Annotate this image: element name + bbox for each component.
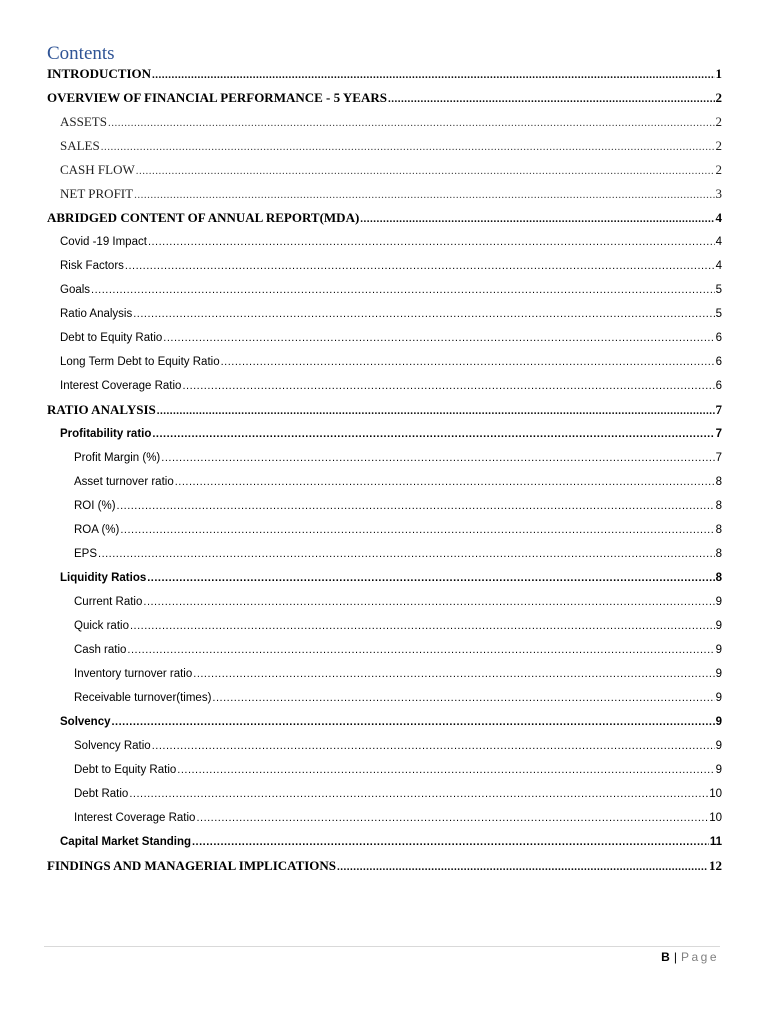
toc-dot-leader bbox=[337, 855, 708, 879]
toc-page-number: 8 bbox=[715, 500, 722, 512]
toc-entry[interactable] bbox=[0, 278, 768, 302]
toc-page-number: 8 bbox=[715, 476, 722, 488]
toc-page-number: 9 bbox=[715, 716, 722, 728]
toc-dot-leader bbox=[152, 422, 714, 446]
toc-entry[interactable] bbox=[0, 422, 768, 446]
toc-page-number: 11 bbox=[709, 836, 722, 848]
toc-entry[interactable] bbox=[0, 758, 768, 782]
toc-page-number: 12 bbox=[709, 858, 722, 873]
toc-entry[interactable] bbox=[0, 518, 768, 542]
toc-page-number: 9 bbox=[715, 644, 722, 656]
toc-page-number: 2 bbox=[715, 114, 722, 129]
toc-dot-leader bbox=[192, 830, 709, 854]
toc-entry-title: Current Ratio bbox=[74, 596, 143, 608]
toc-dot-leader bbox=[196, 806, 708, 830]
toc-dot-leader bbox=[101, 135, 715, 159]
toc-page-number: 7 bbox=[715, 402, 722, 417]
toc-page-number: 10 bbox=[709, 812, 722, 824]
toc-page-number: 2 bbox=[715, 162, 722, 177]
toc-page-number: 7 bbox=[715, 452, 722, 464]
toc-dot-leader bbox=[129, 782, 708, 806]
toc-dot-leader bbox=[152, 63, 714, 87]
toc-entry[interactable] bbox=[0, 182, 768, 206]
toc-entry-title: Solvency Ratio bbox=[74, 740, 151, 752]
toc-entry-title: Quick ratio bbox=[74, 620, 129, 632]
toc-page-number: 8 bbox=[715, 548, 722, 560]
toc-dot-leader bbox=[91, 278, 715, 302]
toc-entry[interactable] bbox=[0, 590, 768, 614]
toc-entry-title: ABRIDGED CONTENT OF ANNUAL REPORT(MDA) bbox=[47, 210, 360, 225]
toc-page-number: 9 bbox=[715, 692, 722, 704]
footer-page-word: Page bbox=[680, 950, 719, 964]
toc-entry-title: INTRODUCTION bbox=[47, 66, 152, 81]
toc-page-number: 4 bbox=[715, 260, 722, 272]
toc-page-number: 9 bbox=[715, 668, 722, 680]
toc-entry[interactable] bbox=[0, 782, 768, 806]
toc-dot-leader bbox=[130, 614, 715, 638]
toc-entry[interactable] bbox=[0, 134, 768, 158]
toc-page-number: 3 bbox=[715, 186, 722, 201]
toc-entry-title: Debt to Equity Ratio bbox=[60, 332, 163, 344]
toc-page-number: 2 bbox=[715, 90, 722, 105]
toc-entry-title: Asset turnover ratio bbox=[74, 476, 174, 488]
toc-dot-leader bbox=[127, 638, 714, 662]
toc-dot-leader bbox=[120, 518, 714, 542]
toc-page-number: 9 bbox=[715, 596, 722, 608]
toc-entry-title: SALES bbox=[60, 138, 100, 153]
footer-page-number: B bbox=[661, 950, 670, 964]
toc-entry[interactable] bbox=[0, 566, 768, 590]
toc-entry-title: OVERVIEW OF FINANCIAL PERFORMANCE - 5 YEARS bbox=[47, 90, 387, 105]
toc-entry[interactable] bbox=[0, 62, 768, 86]
toc-dot-leader bbox=[221, 350, 715, 374]
toc-dot-leader bbox=[125, 254, 715, 278]
toc-entry[interactable] bbox=[0, 854, 768, 878]
toc-dot-leader bbox=[388, 87, 715, 111]
toc-entry-title: Risk Factors bbox=[60, 260, 124, 272]
toc-entry[interactable] bbox=[0, 638, 768, 662]
toc-page-number: 2 bbox=[715, 138, 722, 153]
toc-page-number: 6 bbox=[715, 332, 722, 344]
toc-dot-leader bbox=[117, 494, 715, 518]
toc-entry-title: Goals bbox=[60, 284, 91, 296]
toc-entry-title: ASSETS bbox=[60, 114, 107, 129]
toc-dot-leader bbox=[147, 566, 714, 590]
toc-entry-title: CASH FLOW bbox=[60, 162, 135, 177]
toc-entry[interactable] bbox=[0, 446, 768, 470]
toc-entry[interactable] bbox=[0, 614, 768, 638]
toc-page-number: 10 bbox=[709, 788, 722, 800]
toc-dot-leader bbox=[152, 734, 715, 758]
toc-entry-title: ROI (%) bbox=[74, 500, 116, 512]
toc-page-number: 6 bbox=[715, 380, 722, 392]
toc-entry[interactable] bbox=[0, 254, 768, 278]
toc-entry[interactable] bbox=[0, 686, 768, 710]
toc-dot-leader bbox=[161, 446, 714, 470]
toc-entry-title: NET PROFIT bbox=[60, 186, 134, 201]
toc-dot-leader bbox=[163, 326, 714, 350]
toc-dot-leader bbox=[112, 710, 715, 734]
toc-page-number: 5 bbox=[715, 308, 722, 320]
toc-entry-title: Cash ratio bbox=[74, 644, 127, 656]
toc-entry-title: Debt Ratio bbox=[74, 788, 129, 800]
toc-page-number: 4 bbox=[715, 210, 722, 225]
footer-separator: | bbox=[673, 950, 677, 964]
toc-page-number: 7 bbox=[715, 428, 722, 440]
toc-page-number: 9 bbox=[715, 620, 722, 632]
toc-entry-title: Interest Coverage Ratio bbox=[74, 812, 196, 824]
toc-dot-leader bbox=[177, 758, 714, 782]
toc-dot-leader bbox=[148, 230, 715, 254]
toc-entry[interactable] bbox=[0, 350, 768, 374]
toc-page-number: 9 bbox=[715, 764, 722, 776]
toc-entry-title: Interest Coverage Ratio bbox=[60, 380, 182, 392]
toc-entry[interactable] bbox=[0, 734, 768, 758]
toc-entry-title: Liquidity Ratios bbox=[60, 572, 147, 584]
toc-entry-title: ROA (%) bbox=[74, 524, 120, 536]
toc-entry-title: Profitability ratio bbox=[60, 428, 152, 440]
toc-dot-leader bbox=[136, 159, 715, 183]
toc-page-number: 6 bbox=[715, 356, 722, 368]
toc-entry[interactable] bbox=[0, 470, 768, 494]
toc-entry-title: EPS bbox=[74, 548, 98, 560]
toc-entry[interactable] bbox=[0, 398, 768, 422]
toc-dot-leader bbox=[133, 302, 714, 326]
toc-dot-leader bbox=[108, 111, 715, 135]
toc-page-number: 8 bbox=[715, 524, 722, 536]
toc-entry[interactable] bbox=[0, 110, 768, 134]
toc-page-number: 1 bbox=[715, 66, 722, 81]
table-of-contents bbox=[0, 62, 768, 878]
toc-entry-title: Profit Margin (%) bbox=[74, 452, 161, 464]
toc-entry[interactable] bbox=[0, 542, 768, 566]
toc-entry-title: RATIO ANALYSIS bbox=[47, 402, 156, 417]
toc-entry[interactable] bbox=[0, 830, 768, 854]
toc-entry[interactable] bbox=[0, 374, 768, 398]
toc-entry-title: Debt to Equity Ratio bbox=[74, 764, 177, 776]
toc-entry[interactable] bbox=[0, 86, 768, 110]
toc-dot-leader bbox=[182, 374, 714, 398]
toc-dot-leader bbox=[134, 183, 714, 207]
toc-entry-title: FINDINGS AND MANAGERIAL IMPLICATIONS bbox=[47, 858, 337, 873]
toc-page-number: 8 bbox=[715, 572, 722, 584]
toc-entry-title: Capital Market Standing bbox=[60, 836, 191, 848]
toc-dot-leader bbox=[175, 470, 715, 494]
page-footer bbox=[661, 948, 719, 966]
toc-entry[interactable] bbox=[0, 710, 768, 734]
toc-entry-title: Long Term Debt to Equity Ratio bbox=[60, 356, 220, 368]
toc-entry-title: Receivable turnover(times) bbox=[74, 692, 212, 704]
toc-entry[interactable] bbox=[0, 662, 768, 686]
toc-dot-leader bbox=[193, 662, 714, 686]
toc-entry[interactable] bbox=[0, 494, 768, 518]
toc-entry[interactable] bbox=[0, 806, 768, 830]
toc-page-number: 4 bbox=[715, 236, 722, 248]
toc-entry-title: Covid -19 Impact bbox=[60, 236, 147, 248]
toc-entry-title: Inventory turnover ratio bbox=[74, 668, 193, 680]
toc-entry-title: Solvency bbox=[60, 716, 111, 728]
toc-entry[interactable] bbox=[0, 206, 768, 230]
footer-divider bbox=[44, 946, 720, 947]
contents-heading: Contents bbox=[47, 43, 115, 64]
toc-entry[interactable] bbox=[0, 326, 768, 350]
toc-dot-leader bbox=[212, 686, 714, 710]
toc-entry[interactable] bbox=[0, 230, 768, 254]
toc-entry[interactable] bbox=[0, 158, 768, 182]
toc-dot-leader bbox=[143, 590, 714, 614]
toc-page-number: 5 bbox=[715, 284, 722, 296]
toc-entry[interactable] bbox=[0, 302, 768, 326]
toc-dot-leader bbox=[157, 399, 715, 423]
toc-dot-leader bbox=[360, 207, 714, 231]
toc-page-number: 9 bbox=[715, 740, 722, 752]
toc-dot-leader bbox=[98, 542, 715, 566]
toc-entry-title: Ratio Analysis bbox=[60, 308, 133, 320]
